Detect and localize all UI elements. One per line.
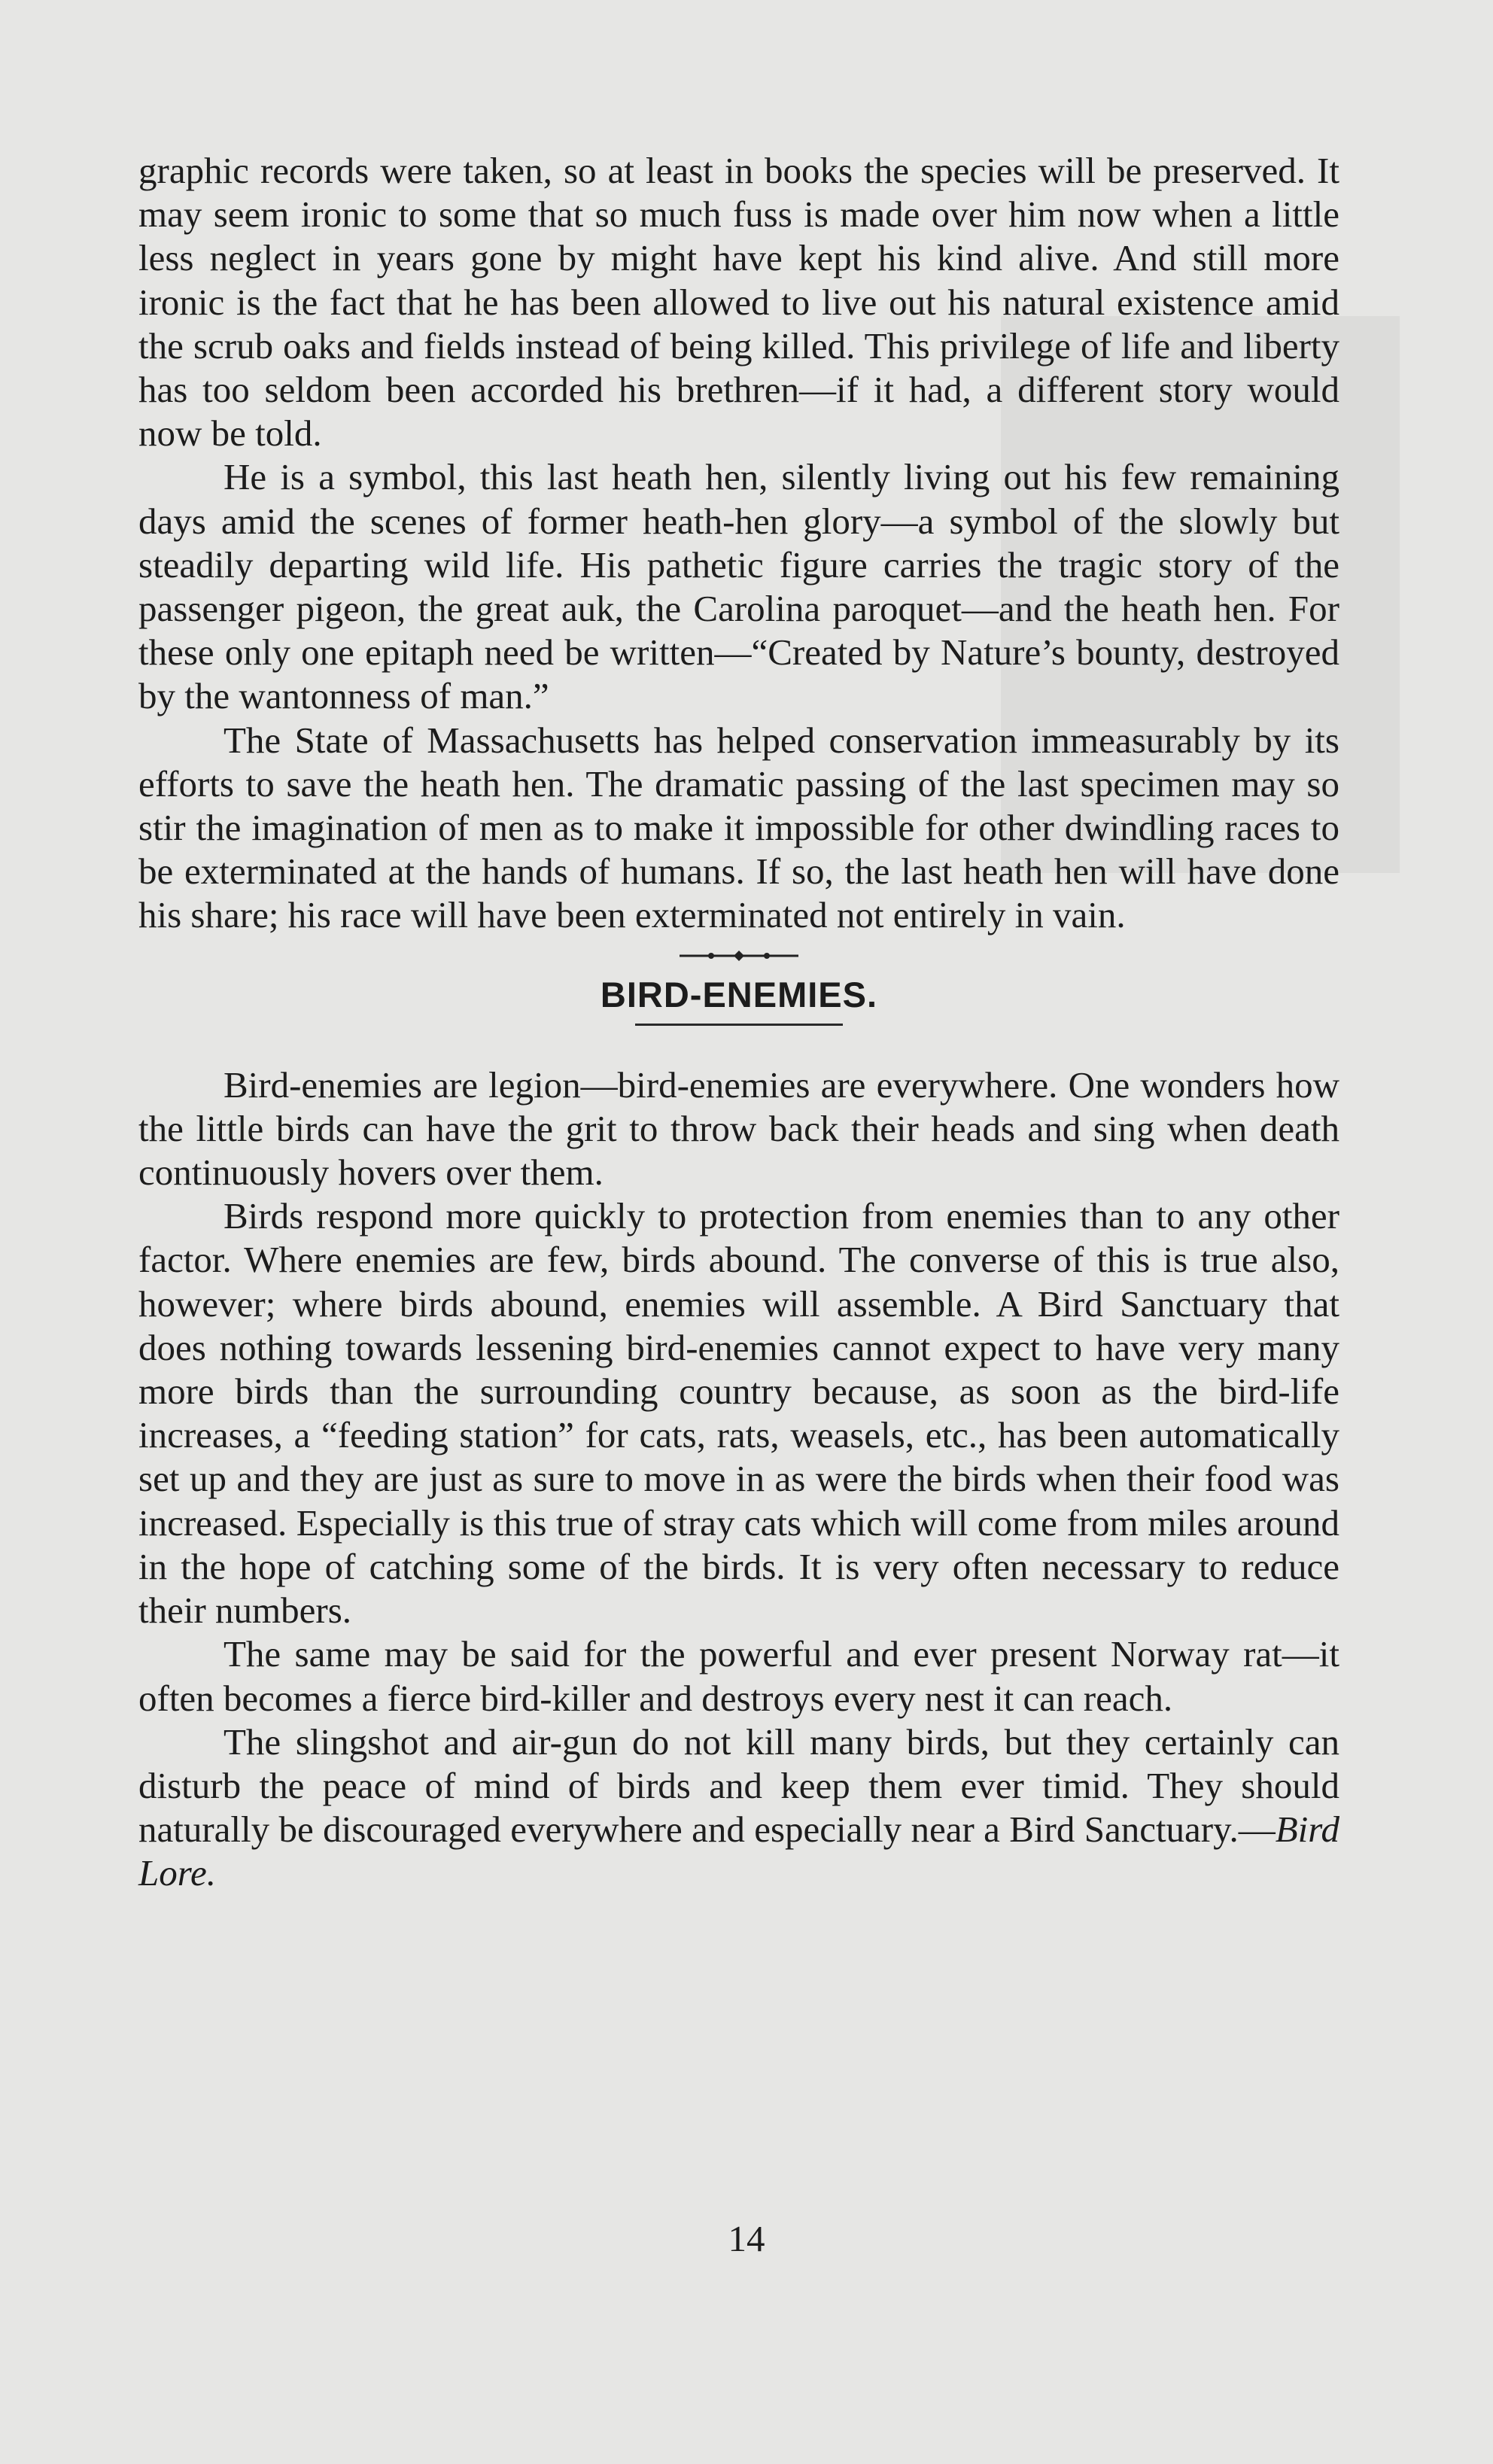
paragraph: He is a symbol, this last heath hen, silently living out his few remaining days amid the scenes of former heath-hen glory—a symbol of the slowly but steadily departing wild life. His pathetic figure carries the tragic story of the passenger pigeon, the great auk, the Carolina paroquet—and the heath hen. For these only one epitaph need be written—“Created by Nature’s bounty, destroyed by the wantonness of man.” <box>138 456 1339 717</box>
ornament-icon <box>675 948 803 963</box>
paragraph: graphic records were taken, so at least in books the species will be preserved. It may seem ironic to some that so much fuss is made over him now when a little less neglect in years gone by might have kept his kind alive. And still more ironic is the fact that he has been allowed to live out his natural existence amid the scrub oaks and fields instead of being killed. This privilege of life and liberty has too seldom been accorded his brethren—if it had, a different story would now be told. <box>138 150 1339 455</box>
paragraph: Bird-enemies are legion—bird-enemies are everywhere. One wonders how the little birds can have the grit to throw back their heads and sing when death continuously hovers over them. <box>138 1063 1339 1194</box>
paragraph <box>138 1720 1339 1896</box>
paragraph-text: The slingshot and air-gun do not kill many birds, but they certainly can disturb the peace of mind of birds and keep them ever timid. They should naturally be discouraged everywhere and especially near a Bird Sanctuary.— <box>138 1720 1339 1851</box>
source-citation: Bird Lore. <box>138 1808 1339 1894</box>
section-heading: BIRD-ENEMIES. <box>600 974 878 1014</box>
ornament-divider <box>138 941 1339 971</box>
paragraph: The same may be said for the powerful and ever present Norway rat—it often becomes a fierce bird-killer and destroys every nest it can reach. <box>138 1633 1339 1719</box>
paragraph: The State of Massachusetts has helped conservation immeasurably by its efforts to save the heath hen. The dramatic passing of the last specimen may so stir the imagination of men as to make it impossible for other dwindling races to be exterminated at the hands of humans. If so, the last heath hen will have done his share; his race will have been exterminated not entirely in vain. <box>138 719 1339 936</box>
paragraph: Birds respond more quickly to protection from enemies than to any other factor. Where enemies are few, birds abound. The converse of this is true also, however; where birds abound, enemies will assemble. A Bird Sanctuary that does nothing towards lessening bird-enemies cannot expect to have very many more birds than the surrounding country because, as soon as the bird-life increases, a “feeding station” for cats, rats, weasels, etc., has been automatically set up and they are just as sure to move in as were the birds when their food was increased. Especially is this true of stray cats which will come from miles around in the hope of catching some of the birds. It is very often necessary to reduce their numbers. <box>138 1195 1339 1632</box>
page-number: 14 <box>728 2218 765 2259</box>
text-column <box>138 149 1339 1896</box>
heading-underline <box>635 1024 843 1026</box>
